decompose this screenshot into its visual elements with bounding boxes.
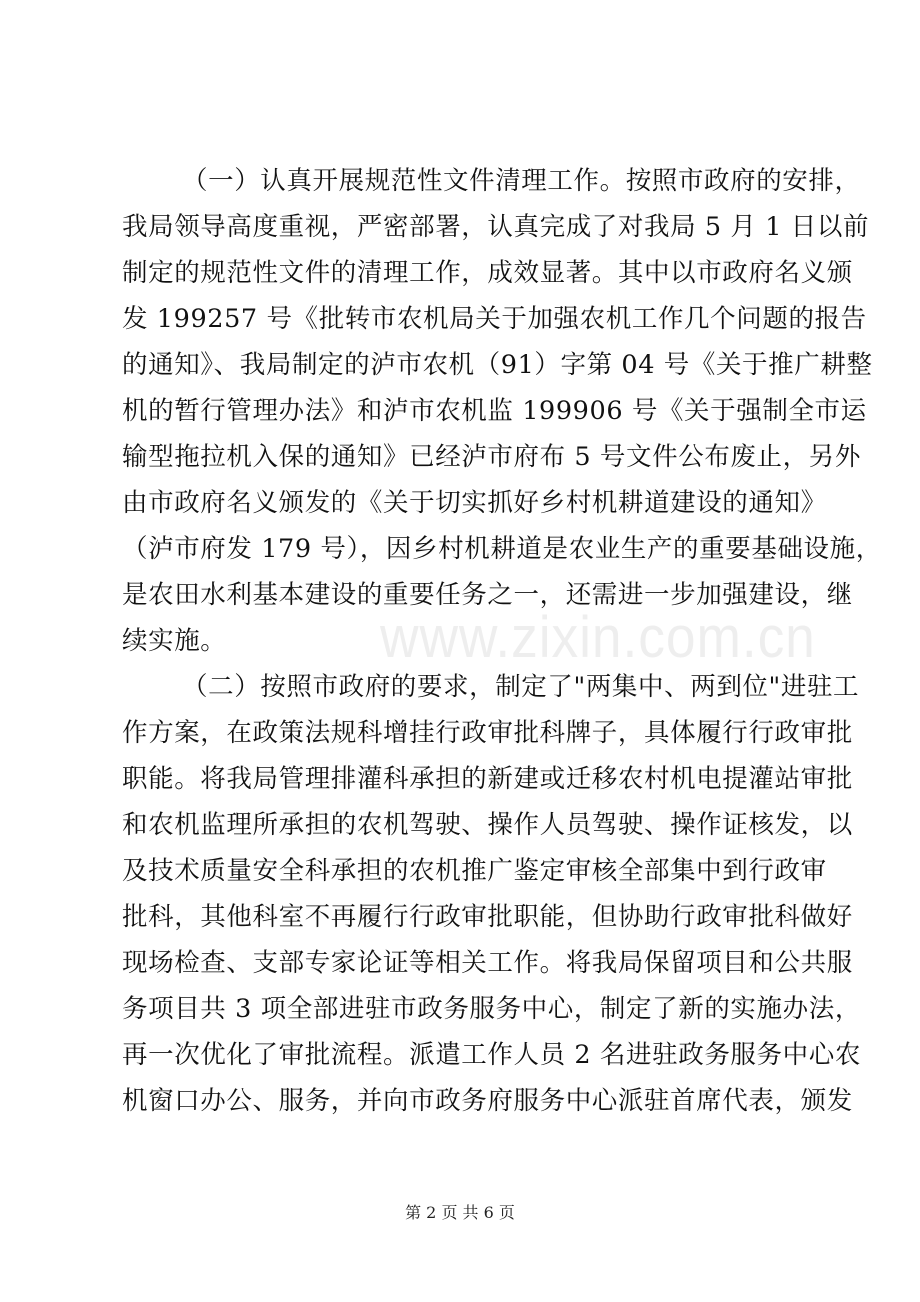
watermark: www.zixin.com.cn bbox=[380, 605, 816, 670]
text-line-4: 发 199257 号《批转市农机局关于加强农机工作几个问题的报告 bbox=[122, 304, 867, 334]
text-line-12: （二）按照市政府的要求，制定了"两集中、两到位"进驻工 bbox=[182, 672, 860, 702]
text-line-21: 机窗口办公、服务，并向市政务府服务中心派驻首席代表，颁发 bbox=[122, 1086, 853, 1116]
text-line-17: 批科，其他科室不再履行行政审批职能，但协助行政审批科做好 bbox=[122, 902, 853, 932]
text-line-6: 机的暂行管理办法》和泸市农机监 199906 号《关于强制全市运 bbox=[122, 396, 867, 426]
text-line-2: 我局领导高度重视，严密部署，认真完成了对我局 5 月 1 日以前 bbox=[122, 212, 870, 242]
text-line-18: 现场检查、支部专家论证等相关工作。将我局保留项目和公共服 bbox=[122, 948, 853, 978]
text-line-15: 和农机监理所承担的农机驾驶、操作人员驾驶、操作证核发，以 bbox=[122, 810, 853, 840]
text-line-16: 及技术质量安全科承担的农机推广鉴定审核全部集中到行政审 bbox=[122, 856, 827, 886]
text-line-7: 输型拖拉机入保的通知》已经泸市府布 5 号文件公布废止，另外 bbox=[122, 442, 861, 472]
text-line-8: 由市政府名义颁发的《关于切实抓好乡村机耕道建设的通知》 bbox=[122, 488, 827, 518]
text-line-10: 是农田水利基本建设的重要任务之一，还需进一步加强建设，继 bbox=[122, 580, 853, 610]
text-line-19: 务项目共 3 项全部进驻市政务服务中心，制定了新的实施办法， bbox=[122, 994, 861, 1024]
text-line-3: 制定的规范性文件的清理工作，成效显著。其中以市政府名义颁 bbox=[122, 258, 853, 288]
text-line-11: 续实施。 bbox=[122, 626, 227, 656]
text-line-9: （泸市府发 179 号），因乡村机耕道是农业生产的重要基础设施， bbox=[122, 534, 882, 564]
text-line-5: 的通知》、我局制定的泸市农机（91）字第 04 号《关于推广耕整 bbox=[122, 350, 873, 380]
text-line-1: （一）认真开展规范性文件清理工作。按照市政府的安排， bbox=[182, 166, 861, 196]
page-number-footer: 第 2 页 共 6 页 bbox=[405, 1203, 515, 1222]
text-line-20: 再一次优化了审批流程。派遣工作人员 2 名进驻政务服务中心农 bbox=[122, 1040, 861, 1070]
text-line-14: 职能。将我局管理排灌科承担的新建或迁移农村机电提灌站审批 bbox=[122, 764, 853, 794]
text-line-13: 作方案，在政策法规科增挂行政审批科牌子，具体履行行政审批 bbox=[122, 718, 853, 748]
